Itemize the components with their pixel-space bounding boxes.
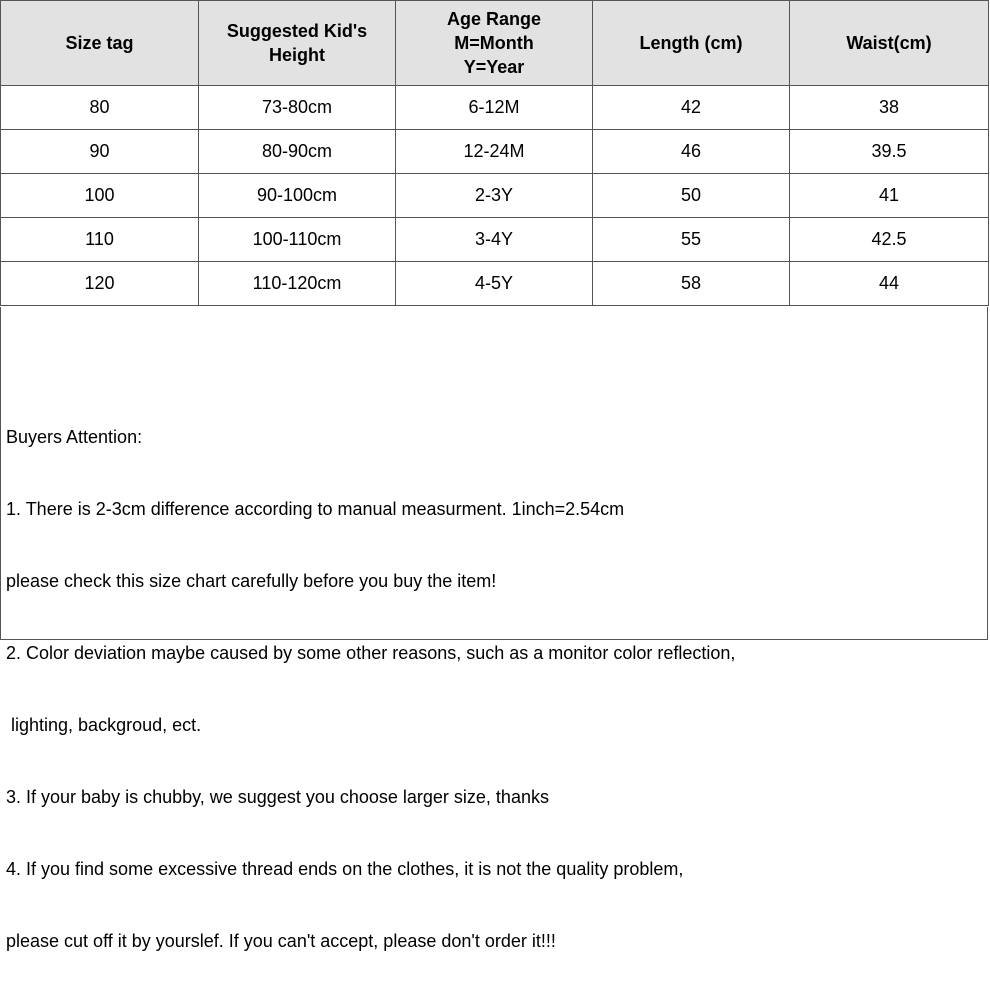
header-length <box>593 1 790 86</box>
notes-line: 2. Color deviation maybe caused by some other reasons, such as a monitor color reflection, <box>6 643 736 663</box>
cell-size-tag: 80 <box>1 86 199 130</box>
cell-length: 46 <box>593 130 790 174</box>
notes-line: 4. If you find some excessive thread ends on the clothes, it is not the quality problem, <box>6 859 684 879</box>
cell-size-tag: 90 <box>1 130 199 174</box>
cell-waist: 38 <box>790 86 989 130</box>
cell-size-tag: 110 <box>1 218 199 262</box>
notes-line: 1. There is 2-3cm difference according to manual measurment. 1inch=2.54cm <box>6 499 625 519</box>
cell-height: 90-100cm <box>199 174 396 218</box>
table-row <box>1 174 989 218</box>
notes-heading: Buyers Attention: <box>6 427 143 447</box>
header-line: Height <box>269 45 325 65</box>
header-row <box>1 1 989 86</box>
cell-length: 55 <box>593 218 790 262</box>
notes-line: 3. If your baby is chubby, we suggest you choose larger size, thanks <box>6 787 549 807</box>
table-row <box>1 218 989 262</box>
cell-waist: 44 <box>790 262 989 306</box>
table-row <box>1 86 989 130</box>
cell-length: 58 <box>593 262 790 306</box>
header-line: Length (cm) <box>639 33 743 53</box>
notes-text <box>6 377 735 1001</box>
cell-age-range: 3-4Y <box>396 218 593 262</box>
cell-age-range: 4-5Y <box>396 262 593 306</box>
cell-height: 73-80cm <box>199 86 396 130</box>
notes-line: lighting, backgroud, ect. <box>6 715 202 735</box>
header-line: Waist(cm) <box>846 33 932 53</box>
cell-age-range: 6-12M <box>396 86 593 130</box>
header-line: M=Month <box>454 33 534 53</box>
cell-length: 50 <box>593 174 790 218</box>
notes-line: please cut off it by yourslef. If you can't accept, please don't order it!!! <box>6 931 556 951</box>
header-age-range <box>396 1 593 86</box>
header-waist <box>790 1 989 86</box>
cell-size-tag: 100 <box>1 174 199 218</box>
cell-age-range: 12-24M <box>396 130 593 174</box>
cell-waist: 39.5 <box>790 130 989 174</box>
cell-height: 80-90cm <box>199 130 396 174</box>
cell-length: 42 <box>593 86 790 130</box>
cell-height: 110-120cm <box>199 262 396 306</box>
header-size-tag <box>1 1 199 86</box>
header-line: Size tag <box>65 33 134 53</box>
header-suggested-height <box>199 1 396 86</box>
table-row <box>1 130 989 174</box>
notes-line: please check this size chart carefully before you buy the item! <box>6 571 497 591</box>
cell-height: 100-110cm <box>199 218 396 262</box>
buyers-attention-notes <box>0 307 988 951</box>
cell-size-tag: 120 <box>1 262 199 306</box>
cell-waist: 41 <box>790 174 989 218</box>
header-line: Age Range <box>446 9 542 29</box>
cell-age-range: 2-3Y <box>396 174 593 218</box>
table-row <box>1 262 989 306</box>
header-line: Suggested Kid's <box>226 21 368 41</box>
size-chart-table <box>0 0 989 306</box>
cell-waist: 42.5 <box>790 218 989 262</box>
header-line: Y=Year <box>463 57 525 77</box>
